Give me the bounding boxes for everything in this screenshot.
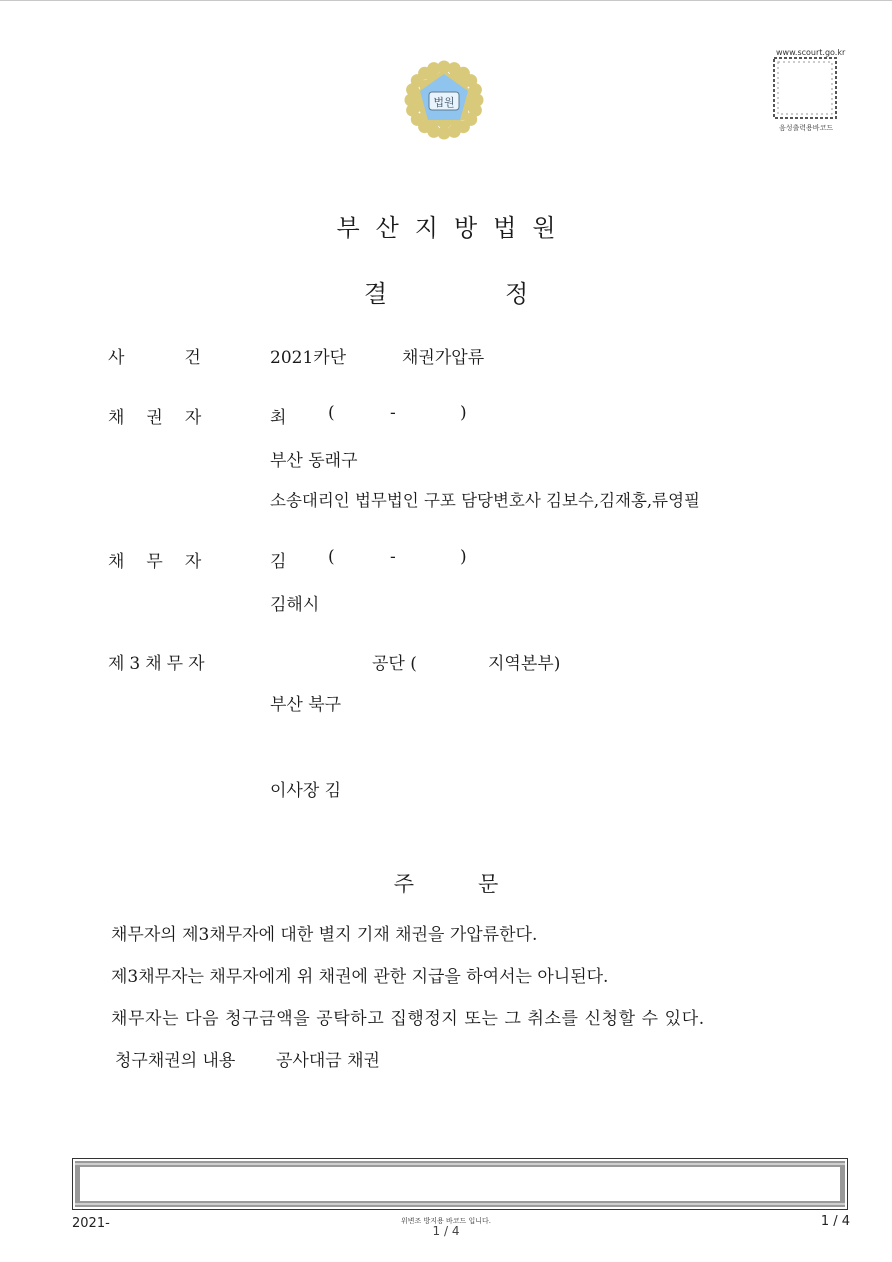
order-section-title (0, 868, 892, 898)
claim-value: 공사대금 채권 (276, 1051, 380, 1071)
case-number: 2021카단 (270, 348, 347, 368)
doc-type-right: 정 (505, 280, 529, 308)
debtor-id-open: ( (328, 547, 335, 567)
order-line-3: 채무자는 다음 청구금액을 공탁하고 집행정지 또는 그 취소를 신청할 수 있다. (111, 1009, 705, 1029)
creditor-id-close: ) (460, 403, 467, 423)
third-debtor-branch: 지역본부) (488, 654, 561, 674)
barcode-caption: 음성출력용바코드 (779, 124, 834, 132)
debtor-id-close: ) (460, 547, 467, 567)
claim-label: 청구채권의 내용 (115, 1051, 236, 1071)
footer-page-center: 1 / 4 (432, 1224, 460, 1238)
debtor-label (108, 547, 223, 572)
debtor-name: 김 (270, 552, 287, 572)
creditor-label-text: 채권자 (108, 408, 224, 428)
order-line-1: 채무자의 제3채무자에 대한 별지 기재 채권을 가압류한다. (111, 925, 538, 945)
anti-forgery-barcode-icon (72, 1158, 848, 1210)
court-emblem-logo (400, 58, 488, 144)
creditor-name: 최 (270, 408, 287, 428)
debtor-label-text: 채무자 (108, 552, 224, 572)
order-title-right: 문 (478, 872, 499, 896)
order-title-left: 주 (393, 872, 414, 896)
creditor-label (108, 403, 223, 428)
footer-barcode-note: 위변조 방지용 바코드 입니다. (400, 1217, 492, 1225)
third-debtor-address: 부산 북구 (270, 695, 342, 715)
case-label-text: 사건 (108, 348, 261, 368)
creditor-id-dash: - (390, 403, 396, 423)
court-name-title: 부산지방법원 (336, 214, 572, 242)
creditor-attorney: 소송대리인 법무법인 구포 담당변호사 김보수,김재홍,류영필 (270, 491, 700, 510)
creditor-id-open: ( (328, 403, 335, 423)
voice-barcode-icon (773, 57, 837, 119)
creditor-address: 부산 동래구 (270, 451, 358, 471)
footer-page-right: 1 / 4 (820, 1214, 850, 1229)
footer-case-number: 2021- (72, 1216, 110, 1231)
third-debtor-label (108, 649, 210, 674)
case-type: 채권가압류 (402, 348, 485, 368)
emblem-text: 법원 (433, 96, 455, 109)
third-debtor-name: 공단 ( (372, 654, 417, 674)
third-debtor-representative: 이사장 김 (270, 781, 342, 801)
third-debtor-label-text: 제3채무자 (108, 654, 210, 674)
barcode-url: www.scourt.go.kr (776, 48, 846, 57)
doc-type-left: 결 (363, 280, 387, 308)
case-label (108, 343, 261, 368)
document-type-title (0, 274, 892, 309)
debtor-id-dash: - (390, 547, 396, 567)
order-line-2: 제3채무자는 채무자에게 위 채권에 관한 지급을 하여서는 아니된다. (111, 967, 609, 987)
debtor-address: 김해시 (270, 595, 320, 615)
page-top-border (0, 0, 892, 1)
